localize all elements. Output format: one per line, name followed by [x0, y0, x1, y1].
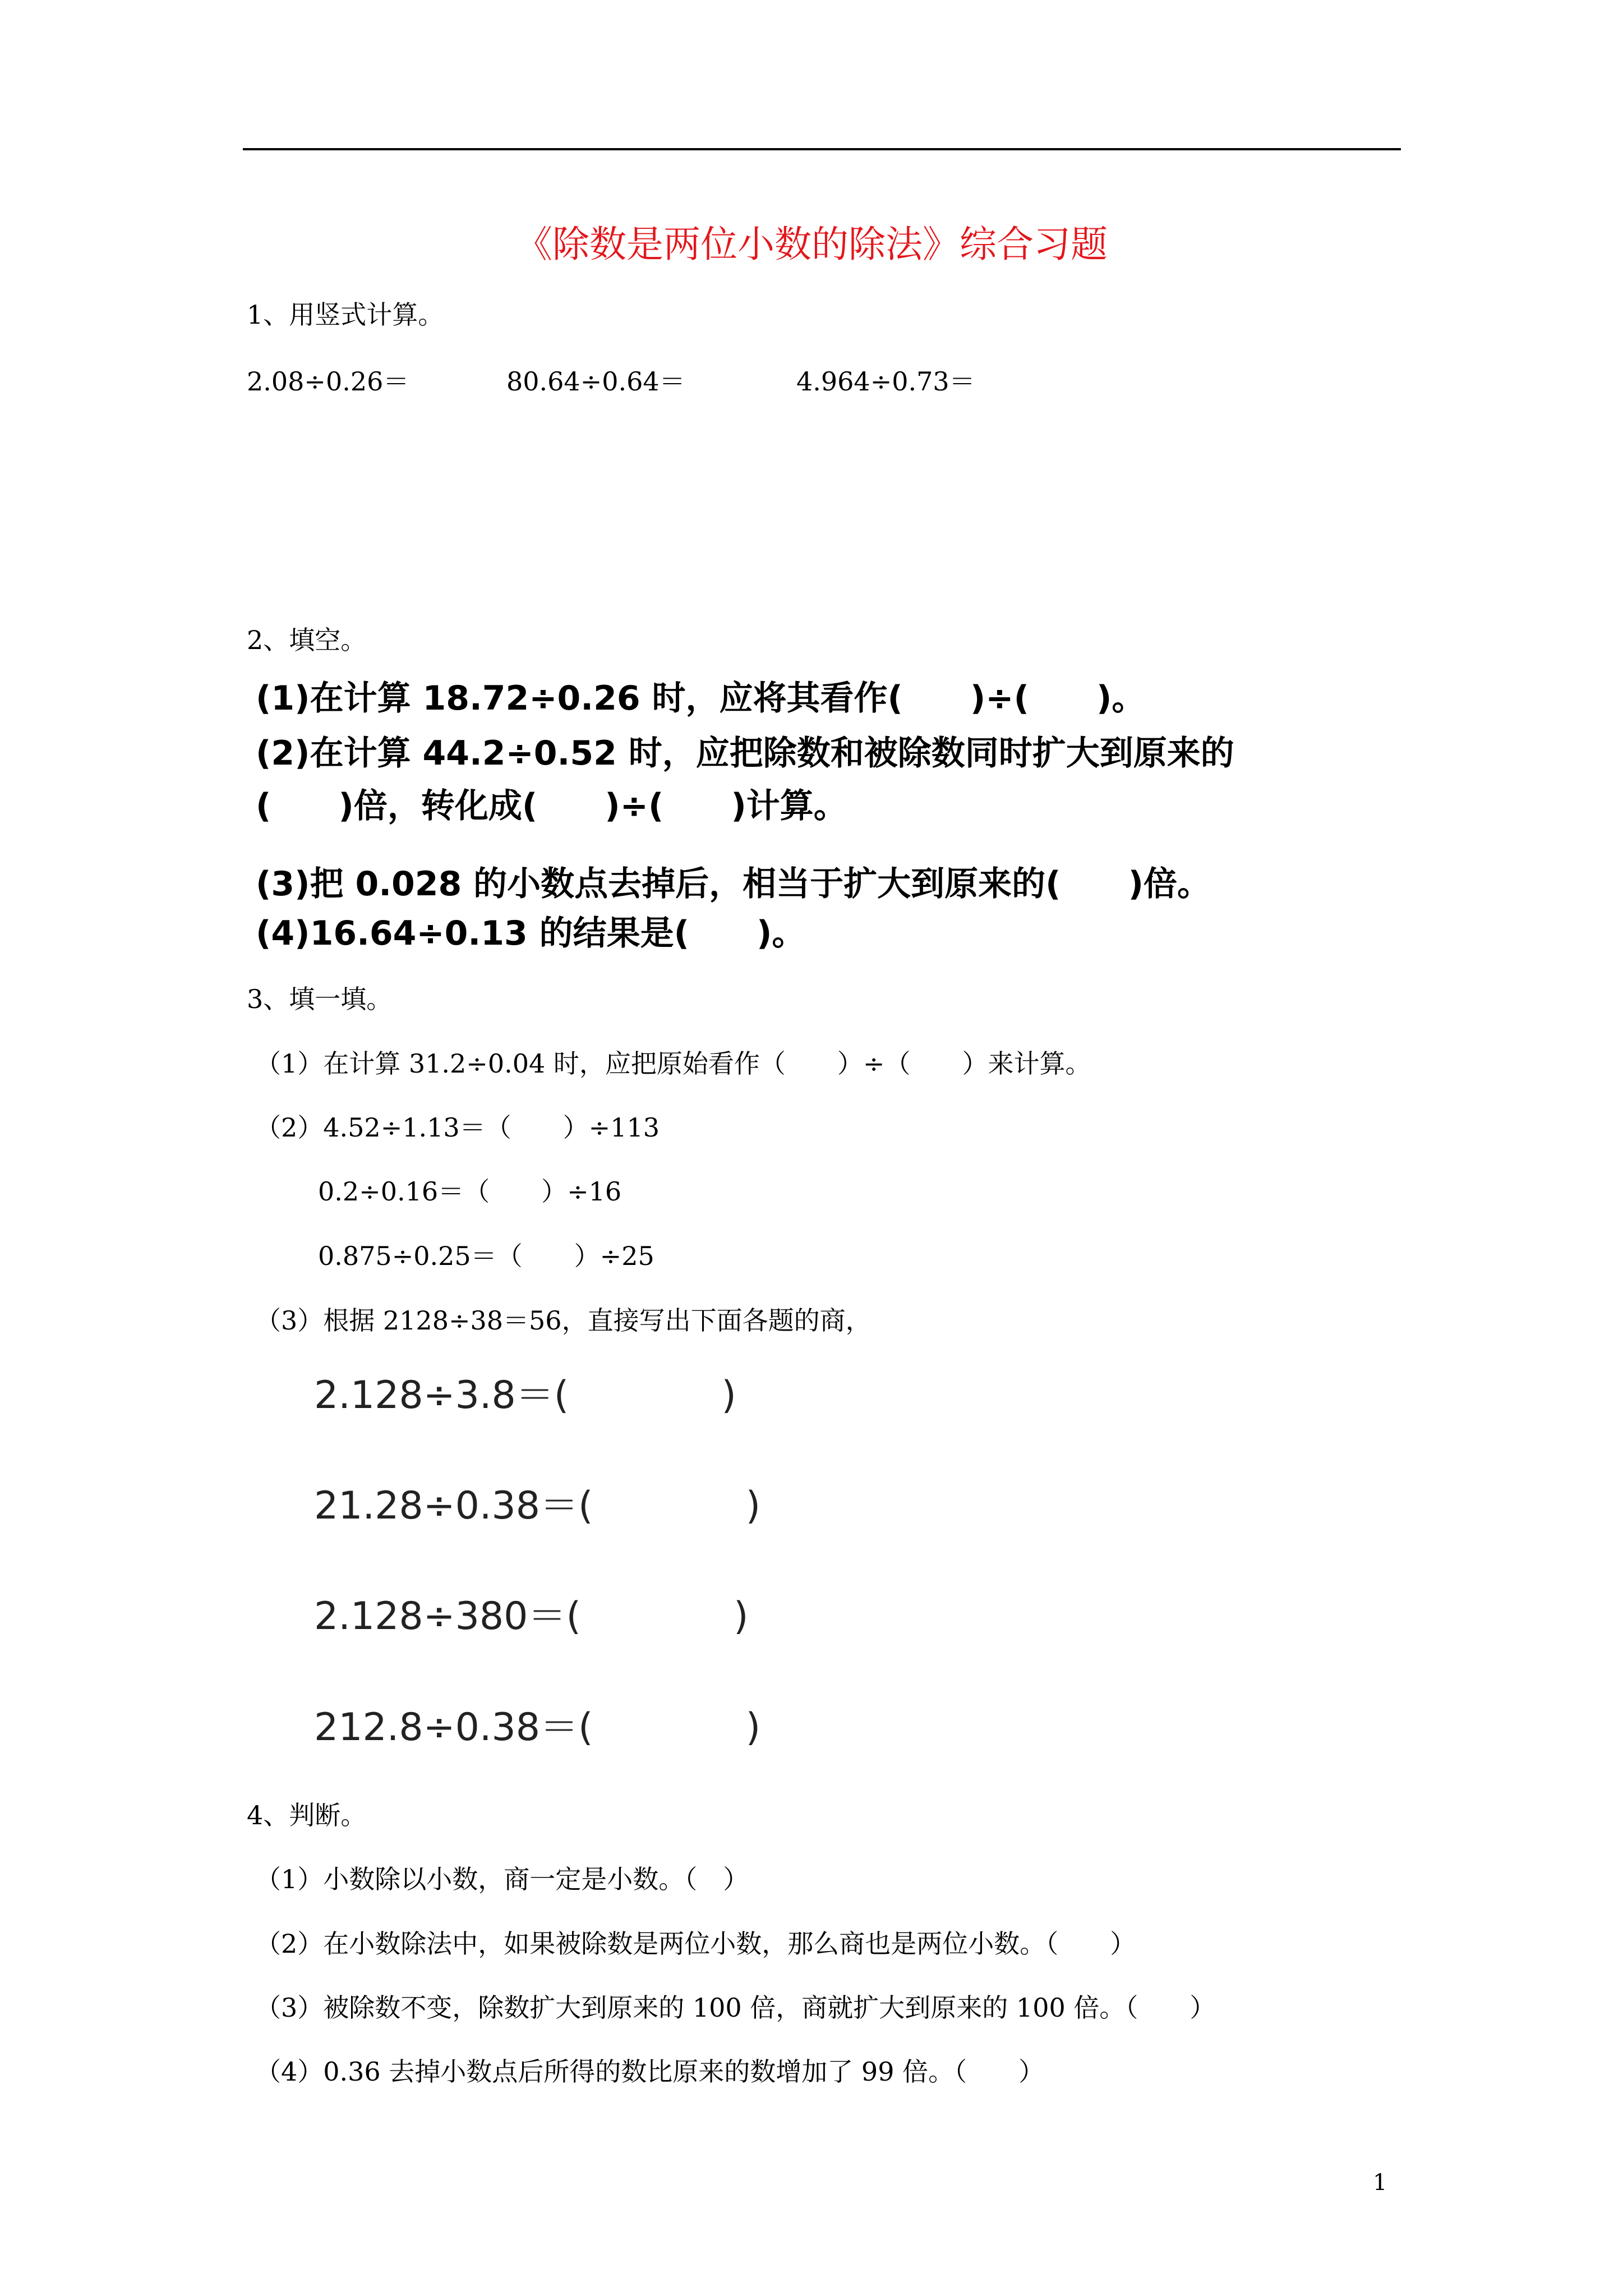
q3-line: （1）在计算 31.2÷0.04 时，应把原始看作（ ）÷（ ）来计算。: [255, 1048, 1091, 1079]
page-number: 1: [1373, 2170, 1387, 2196]
q1-item: 2.08÷0.26＝: [247, 366, 409, 397]
q2-line: (1)在计算 18.72÷0.26 时，应将其看作( )÷( )。: [256, 679, 1146, 718]
q4-heading: 4、判断。: [247, 1800, 367, 1830]
q3-big-item: 21.28÷0.38＝( ): [314, 1484, 761, 1528]
q2-line: (2)在计算 44.2÷0.52 时，应把除数和被除数同时扩大到原来的: [256, 734, 1234, 773]
q2-line: ( )倍，转化成( )÷( )计算。: [256, 786, 847, 826]
page-title: 《除数是两位小数的除法》综合习题: [515, 223, 1108, 266]
q4-line: （1）小数除以小数，商一定是小数。（ ）: [255, 1864, 749, 1894]
q3-heading: 3、填一填。: [247, 984, 393, 1014]
q2-line: (3)把 0.028 的小数点去掉后，相当于扩大到原来的( )倍。: [256, 864, 1211, 904]
q3-line: 0.2÷0.16＝（ ）÷16: [318, 1176, 622, 1207]
q3-big-item: 2.128÷3.8＝( ): [314, 1373, 736, 1418]
q1-item: 80.64÷0.64＝: [506, 366, 685, 397]
header-rule: [243, 148, 1401, 150]
q3-line: （3）根据 2128÷38＝56，直接写出下面各题的商，: [255, 1305, 872, 1336]
q1-item: 4.964÷0.73＝: [796, 366, 975, 397]
q3-line: 0.875÷0.25＝（ ）÷25: [318, 1241, 654, 1271]
q4-line: （2）在小数除法中，如果被除数是两位小数，那么商也是两位小数。（ ）: [255, 1929, 1136, 1959]
q2-heading: 2、填空。: [247, 625, 367, 655]
q2-line: (4)16.64÷0.13 的结果是( )。: [256, 914, 806, 953]
q3-line: （2）4.52÷1.13＝（ ）÷113: [255, 1112, 660, 1143]
q3-big-item: 212.8÷0.38＝( ): [314, 1705, 761, 1750]
q4-line: （4）0.36 去掉小数点后所得的数比原来的数增加了 99 倍。（ ）: [255, 2056, 1045, 2087]
q4-line: （3）被除数不变，除数扩大到原来的 100 倍，商就扩大到原来的 100 倍。（ ）: [255, 1993, 1216, 2023]
q1-heading: 1、用竖式计算。: [247, 300, 444, 330]
q3-big-item: 2.128÷380＝( ): [314, 1594, 749, 1639]
